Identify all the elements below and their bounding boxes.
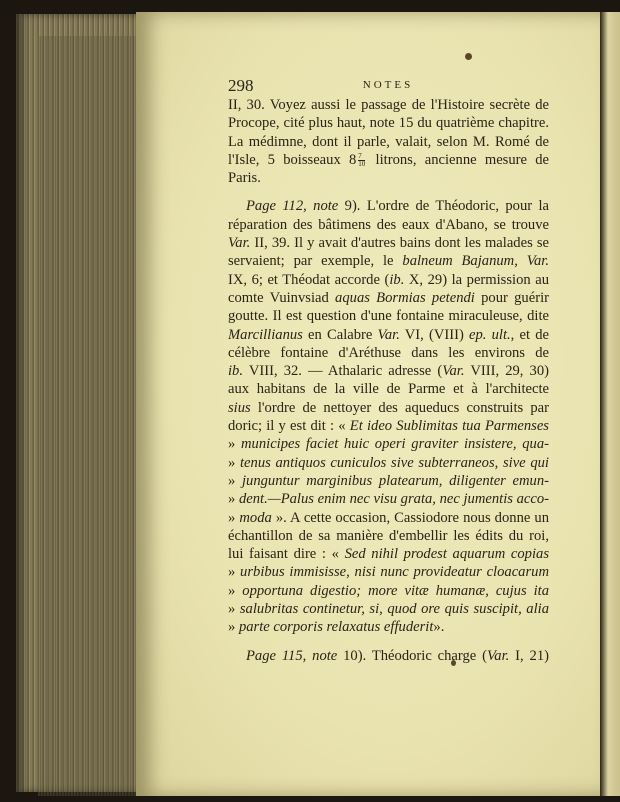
text-run: ».	[433, 619, 445, 636]
text-run: X, 29) la permission au	[404, 271, 549, 288]
text-run: II, 39. Il y avait d'autres bains dont les malades se	[250, 235, 549, 252]
book-fore-edge	[16, 14, 138, 792]
paragraph-gap	[228, 637, 549, 647]
italic-text: ib.	[389, 271, 405, 288]
text-run: VI, (VIII)	[399, 326, 470, 343]
text-line	[228, 647, 549, 665]
italic-text: Page 112, note	[246, 198, 339, 215]
italic-text: Var.	[377, 326, 400, 343]
text-run: »	[228, 619, 239, 636]
text-run: IX, 6; et Théodat accorde (	[228, 271, 390, 288]
text-line	[228, 344, 549, 362]
facing-page-edge	[600, 12, 620, 796]
italic-text: junguntur marginibus platearum, diligenter emun-	[241, 472, 549, 489]
page-header	[228, 76, 548, 96]
text-line	[228, 133, 549, 151]
text-line	[228, 435, 549, 453]
text-run: réparation des bâtimens des eaux d'Abano, se trouve	[228, 216, 549, 233]
text-line	[228, 472, 549, 490]
italic-text: ib.	[228, 363, 243, 380]
text-line	[228, 271, 549, 289]
text-run: goutte. Il est question d'une fontaine miraculeuse, dite	[228, 308, 549, 325]
fraction	[358, 153, 365, 168]
text-run: lui faisant dire : «	[228, 546, 345, 563]
text-line	[228, 490, 549, 508]
text-line	[228, 545, 549, 563]
text-run: , et de	[510, 326, 549, 343]
italic-text: salubritas continetur, si, quod ore quis suscipit, alia	[239, 601, 549, 618]
italic-text: tenus antiquos cuniculos sive subterraneos, sive qui	[239, 454, 549, 471]
italic-text: Marcillianus	[228, 326, 303, 343]
text-run: comte Vuinvsiad	[228, 289, 336, 306]
text-run: l'Isle, 5 boisseaux 8	[228, 151, 357, 168]
text-run: VIII, 29, 30)	[464, 363, 549, 380]
italic-text: aquas Bormias petendi	[335, 289, 475, 306]
text-run: en Calabre	[302, 326, 378, 343]
text-line	[228, 234, 549, 252]
page-edges	[38, 36, 138, 796]
text-run: échantillon de sa manière d'embellir les édits du roi,	[228, 527, 549, 544]
text-run: doric; il y est dit : «	[228, 418, 350, 435]
text-run: II, 30. Voyez aussi le passage de l'Histoire secrète de	[228, 97, 549, 113]
text-run: »	[228, 582, 243, 599]
italic-text: Et ideo Sublimitas tua Parmenses	[349, 418, 549, 435]
body-text	[228, 96, 549, 665]
italic-text: Page 115, note	[246, 647, 338, 664]
italic-text: ep. ult.	[469, 326, 511, 343]
italic-text: sius	[228, 399, 251, 416]
italic-text: balneum Bajanum, Var.	[402, 253, 549, 270]
italic-text: parte corporis relaxatus effuderit	[238, 619, 434, 636]
text-run: aux habitans de la ville de Parme et à l'architecte	[228, 381, 549, 398]
text-line	[228, 618, 549, 636]
text-line	[228, 399, 549, 417]
text-run: »	[228, 601, 240, 618]
text-run: »	[228, 491, 239, 508]
fraction-den: 10	[358, 160, 366, 169]
text-line	[228, 252, 549, 270]
italic-text: dent.—Palus enim nec visu grata, nec jumentis acco-	[238, 491, 549, 508]
text-line	[228, 151, 549, 169]
text-run: litrons, ancienne mesure de	[367, 151, 549, 168]
text-line	[228, 216, 549, 234]
ink-stain	[465, 53, 472, 60]
text-line	[228, 509, 549, 527]
fraction-num: 7	[358, 153, 365, 161]
running-head: NOTES	[362, 79, 414, 91]
text-run: VIII, 32. — Athalaric adresse (	[243, 363, 443, 380]
text-run: l'ordre de nettoyer des aqueducs construits par	[257, 399, 549, 416]
text-run: Procope, cité plus haut, note 15 du quatrième chapitre.	[228, 115, 549, 132]
text-line	[228, 454, 549, 472]
text-line	[228, 169, 549, 187]
text-line	[228, 96, 549, 114]
text-run: I, 21)	[509, 647, 549, 664]
paragraph-gap	[228, 187, 549, 197]
text-line	[228, 527, 549, 545]
text-run: La médimne, dont il parle, valait, selon M. Romé de	[228, 133, 549, 150]
text-run: »	[228, 564, 241, 581]
text-run: 9). L'ordre de Théodoric, pour la	[338, 198, 549, 215]
text-line	[228, 582, 549, 600]
text-run: pour guérir	[481, 289, 549, 306]
italic-text: Var.	[487, 647, 510, 664]
text-run: célèbre fontaine d'Aréthuse dans les environs de	[228, 344, 549, 361]
italic-text: Sed nihil prodest aquarum copias	[344, 546, 549, 563]
text-run: »	[228, 472, 242, 489]
italic-text: urbibus immisisse, nisi nunc provideatur cloacarum	[240, 564, 549, 581]
text-run: ». A cette occasion, Cassiodore nous donne un	[271, 509, 549, 526]
text-line	[228, 380, 549, 398]
text-run: servaient; par exemple, le	[228, 253, 403, 270]
text-line	[228, 600, 549, 618]
page-number: 298	[228, 76, 254, 95]
text-line	[228, 417, 549, 435]
italic-text: municipes faciet huic operi graviter insistere, qua-	[241, 436, 549, 453]
text-line	[228, 563, 549, 581]
italic-text: Var.	[442, 363, 465, 380]
text-line	[228, 307, 549, 325]
text-line	[228, 326, 549, 344]
text-run: 10). Théodoric charge (	[337, 647, 487, 664]
text-run: »	[228, 509, 240, 526]
text-run: »	[228, 436, 241, 453]
italic-text: moda	[239, 509, 272, 526]
text-line	[228, 114, 549, 132]
text-run: Paris.	[228, 170, 261, 187]
text-line	[228, 289, 549, 307]
italic-text: opportuna digestio; more vitæ humanæ, cujus ita	[242, 582, 549, 599]
text-run: »	[228, 454, 240, 471]
text-line	[228, 197, 549, 215]
italic-text: Var.	[228, 235, 251, 252]
text-line	[228, 362, 549, 380]
